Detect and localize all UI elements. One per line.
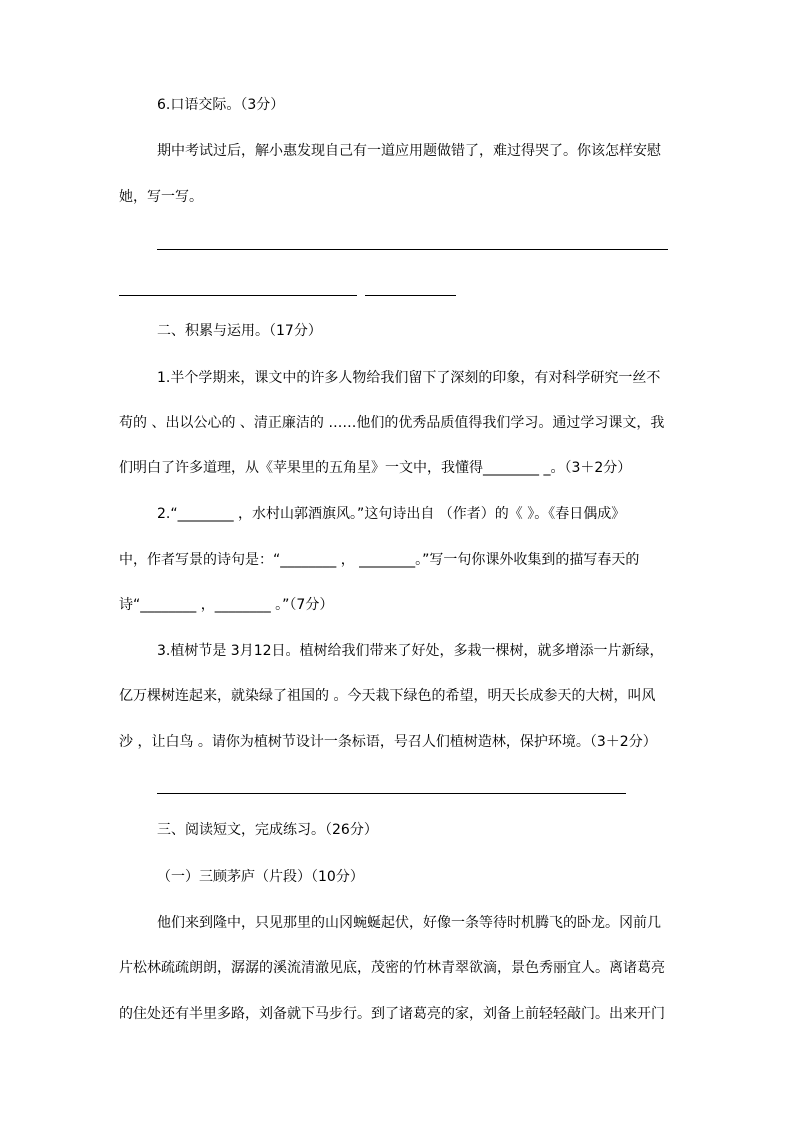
q2-line-1: 2.“________ ，水村山郭酒旗风。”这句诗出自 （作者）的《 》。《春日偶成》 (157, 506, 626, 522)
answer-line[interactable] (365, 295, 456, 296)
section3-subheading: （一）三顾茅庐（片段）（10分） (157, 869, 364, 885)
q3-line-3: 沙 ，让白鸟 。请你为植树节设计一条标语，号召人们植树造林，保护环境。（3＋2分） (119, 734, 657, 750)
section3-heading: 三、阅读短文，完成练习。（26分） (157, 822, 378, 838)
q6-line-2: 她，写一写。 (119, 189, 203, 205)
q2-line-2: 中，作者写景的诗句是：“________ ， ________。”写一句你课外收集到的描写春天的 (119, 552, 640, 568)
answer-line[interactable] (157, 793, 626, 794)
answer-line[interactable] (157, 249, 668, 250)
q2-line-3: 诗“________ ，________ 。”（7分） (119, 597, 334, 613)
q6-heading: 6.口语交际。（3分） (157, 97, 285, 113)
q3-line-1: 3.植树节是 3月12日。植树给我们带来了好处，多栽一棵树，就多增添一片新绿， (157, 643, 664, 659)
answer-line[interactable] (119, 295, 357, 296)
q1-line-2: 苟的 、出以公心的 、清正廉洁的 ……他们的优秀品质值得我们学习。通过学习课文，我 (119, 415, 665, 431)
q1-line-1: 1.半个学期来，课文中的许多人物给我们留下了深刻的印象，有对科学研究一丝不 (157, 370, 661, 386)
passage-line-1: 他们来到隆中，只见那里的山冈蜿蜒起伏，好像一条等待时机腾飞的卧龙。冈前几 (157, 915, 661, 931)
passage-line-3: 的住处还有半里多路，刘备就下马步行。到了诸葛亮的家，刘备上前轻轻敲门。出来开门 (119, 1006, 665, 1022)
section2-heading: 二、积累与运用。（17分） (157, 323, 322, 339)
q1-line-3: 们明白了许多道理，从《苹果里的五角星》一文中，我懂得________ _。（3＋2分） (119, 460, 632, 476)
q6-line-1: 期中考试过后，解小惠发现自己有一道应用题做错了，难过得哭了。你该怎样安慰 (157, 143, 661, 159)
passage-line-2: 片松林疏疏朗朗，潺潺的溪流清澈见底，茂密的竹林青翠欲滴，景色秀丽宜人。离诸葛亮 (119, 960, 665, 976)
q3-line-2: 亿万棵树连起来，就染绿了祖国的 。今天栽下绿色的希望，明天长成参天的大树，叫风 (119, 688, 656, 704)
